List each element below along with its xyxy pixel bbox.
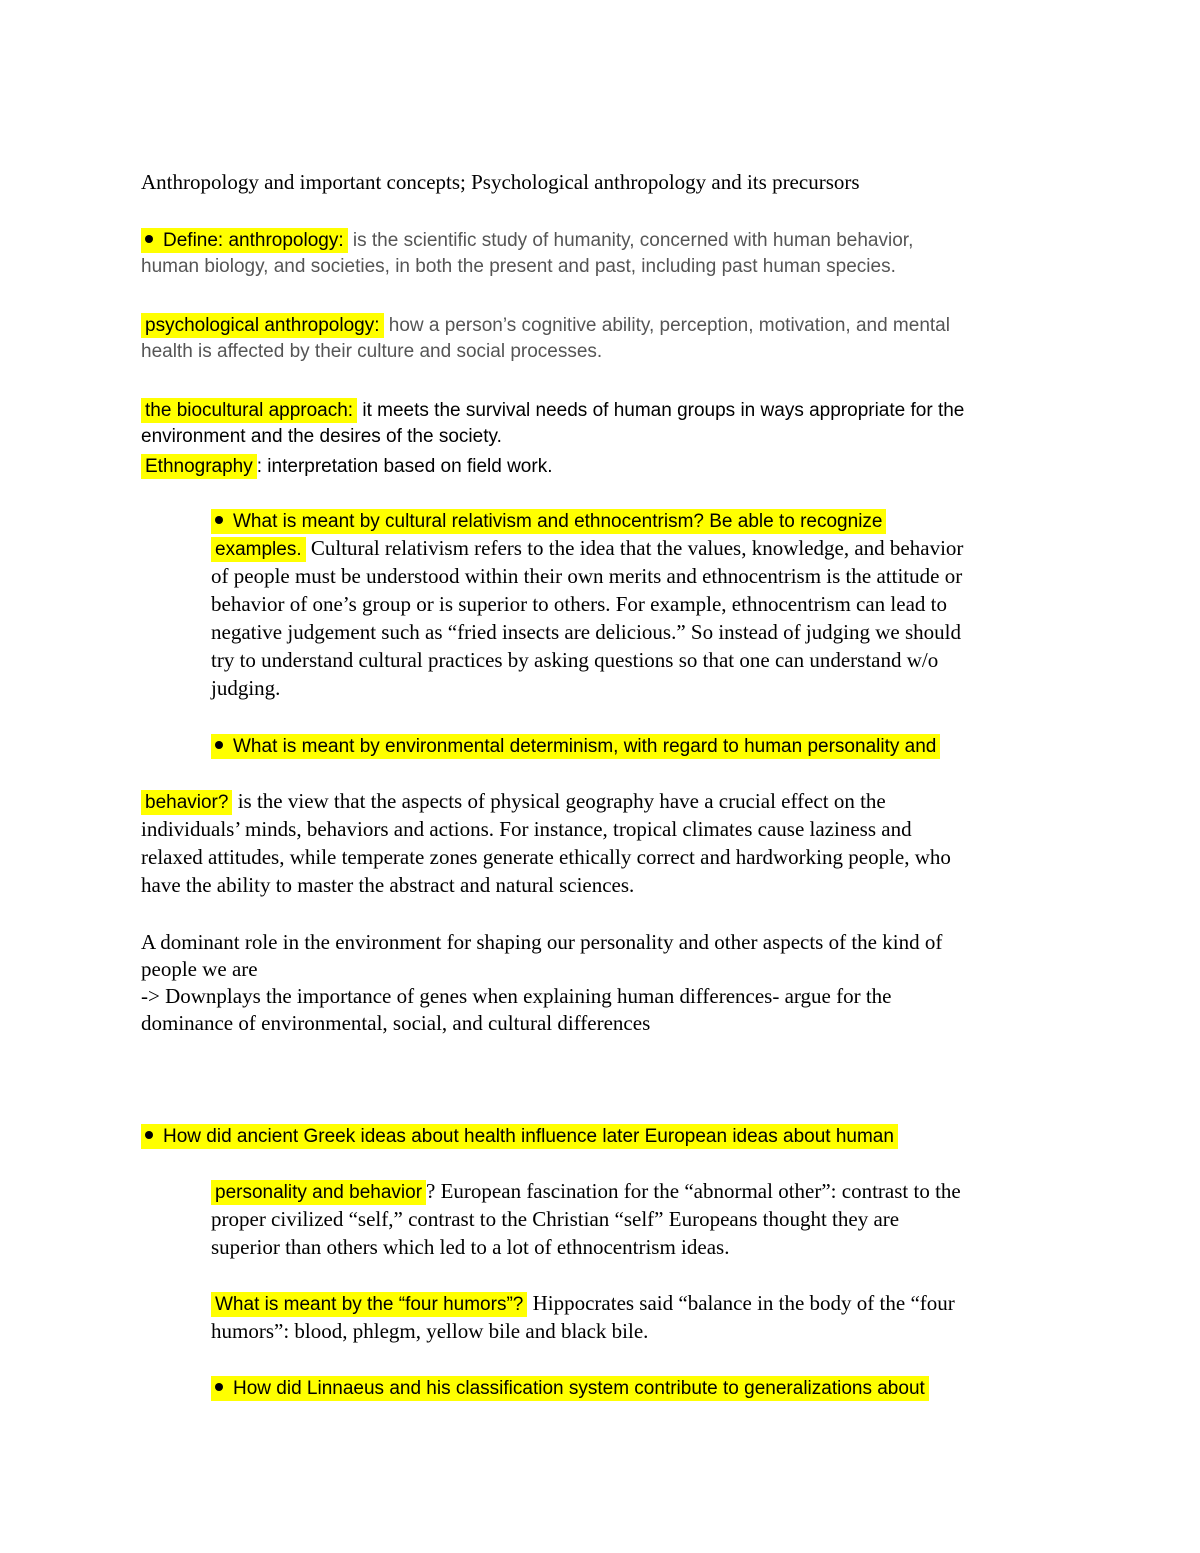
psych-definition: how a person’s cognitive ability, perception, motivation, and mental — [383, 315, 950, 336]
bullet-icon — [145, 1131, 153, 1139]
anthropology-definition: is the scientific study of humanity, concerned with human behavior, — [347, 230, 914, 251]
biocultural-term: the biocultural approach: — [141, 398, 357, 423]
humors-line-1 — [211, 1289, 955, 1317]
relativism-line-7: judging. — [211, 676, 281, 700]
dominant-line-3: -> Downplays the importance of genes when explaining human differences- argue for the — [141, 984, 892, 1008]
psych-line-2: health is affected by their culture and social processes. — [141, 341, 603, 362]
determinism-question-line-1 — [211, 731, 940, 759]
relativism-question-line-1 — [211, 506, 886, 534]
dominant-line-1: A dominant role in the environment for shaping our personality and other aspects of the kind of — [141, 930, 943, 954]
determinism-line-2: individuals’ minds, behaviors and actions. For instance, tropical climates cause laziness and — [141, 817, 912, 841]
anthropology-term-highlight — [141, 228, 348, 253]
biocultural-line-1 — [141, 395, 964, 423]
determinism-answer-1: is the view that the aspects of physical geography have a crucial effect on the — [232, 789, 886, 813]
relativism-question-text: What is meant by cultural relativism and ethnocentrism? Be able to recognize — [233, 511, 883, 532]
dominant-line-2: people we are — [141, 957, 258, 981]
greek-question-line-1 — [141, 1121, 898, 1149]
ethnography-line — [141, 451, 552, 479]
greek-question-text: How did ancient Greek ideas about health influence later European ideas about human — [163, 1126, 894, 1147]
greek-answer-1: ? European fascination for the “abnormal other”: contrast to the — [426, 1179, 961, 1203]
determinism-line-4: have the ability to master the abstract and natural sciences. — [141, 873, 635, 897]
humors-line-2: humors”: blood, phlegm, yellow bile and black bile. — [211, 1319, 649, 1343]
bullet-icon — [215, 741, 223, 749]
bullet-icon — [215, 516, 223, 524]
linnaeus-question-text: How did Linnaeus and his classification system contribute to generalizations about — [233, 1378, 925, 1399]
anthropology-term: Define: anthropology: — [163, 230, 344, 251]
anthropology-line-2: human biology, and societies, in both the present and past, including past human species. — [141, 256, 896, 277]
biocultural-definition: it meets the survival needs of human groups in ways appropriate for the — [357, 400, 965, 421]
linnaeus-question — [211, 1376, 929, 1401]
relativism-answer-1: Cultural relativism refers to the idea that the values, knowledge, and behavior — [305, 536, 964, 560]
determinism-line-3: relaxed attitudes, while temperate zones generate ethically correct and hardworking people, who — [141, 845, 951, 869]
greek-question-1 — [141, 1124, 898, 1149]
relativism-line-3: of people must be understood within their own merits and ethnocentrism is the attitude or — [211, 564, 963, 588]
greek-question-2: personality and behavior — [211, 1180, 426, 1205]
psych-line-1 — [141, 310, 950, 338]
determinism-line-1 — [141, 787, 886, 815]
relativism-line-4: behavior of one’s group or is superior to others. For example, ethnocentrism can lead to — [211, 592, 947, 616]
humors-question: What is meant by the “four humors”? — [211, 1292, 527, 1317]
ethnography-term: Ethnography — [141, 454, 257, 479]
page-title: Anthropology and important concepts; Psychological anthropology and its precursors — [141, 170, 860, 194]
greek-line-3: superior than others which led to a lot of ethnocentrism ideas. — [211, 1235, 730, 1259]
bullet-icon — [215, 1383, 223, 1391]
dominant-line-4: dominance of environmental, social, and cultural differences — [141, 1011, 651, 1035]
determinism-question-2: behavior? — [141, 790, 232, 815]
relativism-question-2: examples. — [211, 537, 306, 562]
determinism-question-text: What is meant by environmental determinism, with regard to human personality and — [233, 736, 937, 757]
humors-answer-1: Hippocrates said “balance in the body of the “four — [527, 1291, 955, 1315]
relativism-line-2 — [211, 534, 963, 562]
ethnography-definition: : interpretation based on field work. — [256, 456, 553, 477]
greek-line-1 — [211, 1177, 961, 1205]
relativism-line-6: try to understand cultural practices by asking questions so that one can understand w/o — [211, 648, 939, 672]
greek-line-2: proper civilized “self,” contrast to the Christian “self” Europeans thought they are — [211, 1207, 900, 1231]
relativism-question-1 — [211, 509, 886, 534]
anthropology-line-1 — [141, 225, 913, 253]
bullet-icon — [145, 235, 153, 243]
determinism-question-1 — [211, 734, 940, 759]
relativism-line-5: negative judgement such as “fried insects are delicious.” So instead of judging we should — [211, 620, 961, 644]
psych-term: psychological anthropology: — [141, 313, 384, 338]
linnaeus-question-line — [211, 1373, 929, 1401]
biocultural-line-2: environment and the desires of the society. — [141, 426, 502, 447]
